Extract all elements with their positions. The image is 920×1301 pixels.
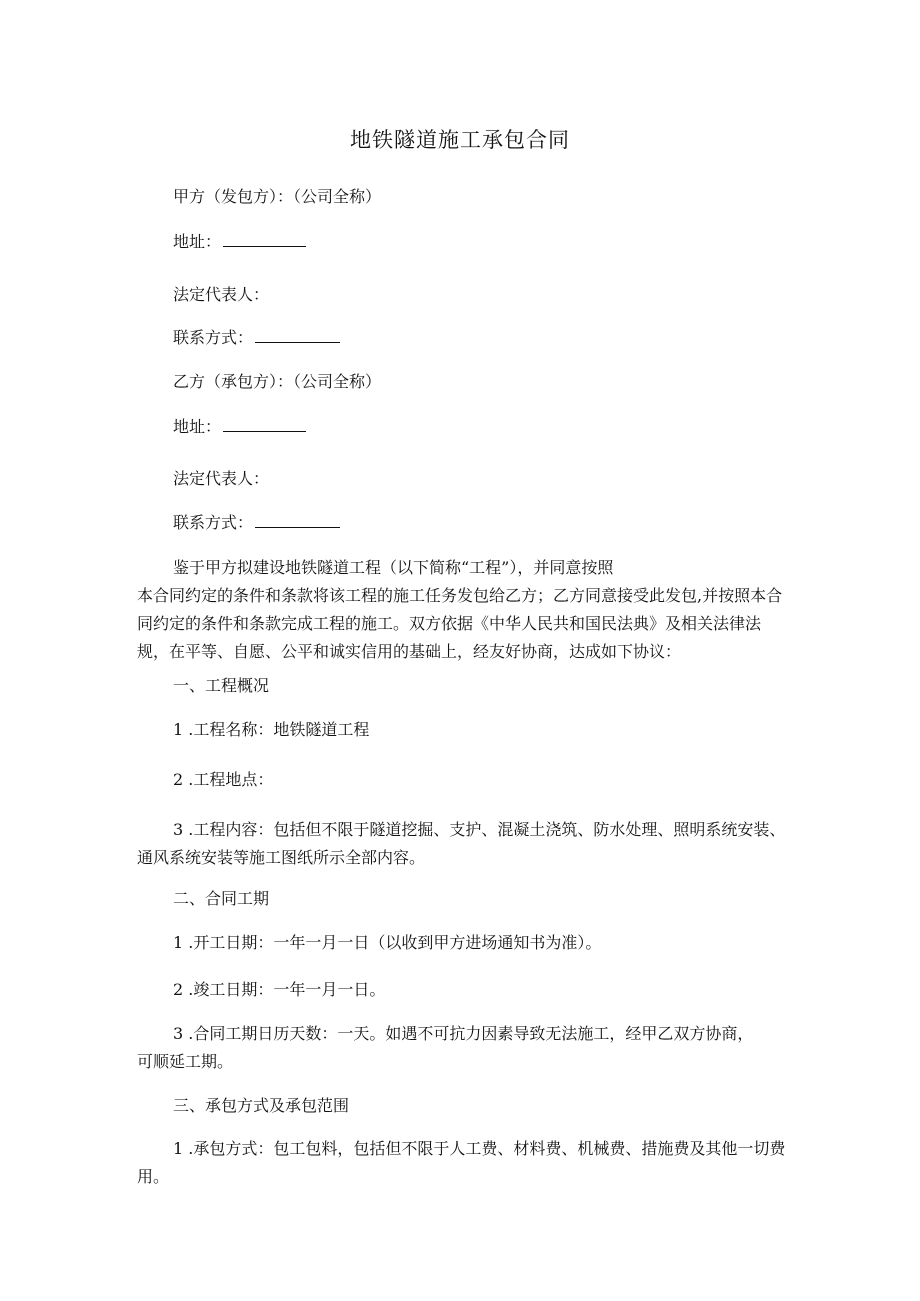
party-b-contact-label: 联系方式： — [173, 513, 254, 532]
party-b-address-blank — [223, 414, 306, 432]
party-b-rep: 法定代表人： — [173, 469, 270, 488]
party-a-rep: 法定代表人： — [173, 285, 270, 304]
preamble-first-line: 鉴于甲方拟建设地铁隧道工程（以下简称“工程”），并同意按照 — [173, 558, 614, 577]
party-a-address-blank — [223, 229, 306, 247]
party-a-heading: 甲方（发包方）：（公司全称） — [173, 187, 382, 206]
section3-item1: 1 .承包方式：包工包料，包括但不限于人工费、材料费、机械费、措施费及其他一切费用。 — [137, 1139, 786, 1186]
section1-item2: 2 .工程地点： — [173, 770, 274, 789]
party-a-contact-blank — [255, 325, 340, 343]
party-a-address-label: 地址： — [173, 232, 222, 251]
section2-heading: 二、合同工期 — [173, 889, 270, 908]
section1-item1: 1 .工程名称：地铁隧道工程 — [173, 720, 370, 739]
party-b-contact-blank — [255, 510, 340, 528]
section2-item3: 3 .合同工期日历天数：一天。如遇不可抗力因素导致无法施工，经甲乙双方协商，可顺延工期。 — [137, 1024, 754, 1071]
party-b-contact — [173, 510, 340, 536]
preamble-paragraph — [137, 554, 783, 666]
section2-item2: 2 .竣工日期：一年一月一日。 — [173, 980, 386, 999]
party-a-contact-label: 联系方式： — [173, 328, 254, 347]
section2-item1: 1 .开工日期：一年一月一日（以收到甲方进场通知书为准）。 — [173, 933, 602, 952]
party-b-address — [173, 414, 306, 440]
section1-heading: 一、工程概况 — [173, 676, 270, 695]
party-b-heading: 乙方（承包方）：（公司全称） — [173, 372, 382, 391]
party-b-address-label: 地址： — [173, 417, 222, 436]
section1-item3: 3 .工程内容：包括但不限于隧道挖掘、支护、混凝土浇筑、防水处理、照明系统安装、通风系统安装等施工图纸所示全部内容。 — [137, 820, 786, 867]
party-a-address — [173, 229, 306, 255]
preamble-body: 本合同约定的条件和条款将该工程的施工任务发包给乙方；乙方同意接受此发包,并按照本合同约定的条件和条款完成工程的施工。双方依据《中华人民共和国民法典》及相关法律法规，在平等、自愿、公平和诚实信用的基础上，经友好协商，达成如下协议： — [137, 586, 783, 661]
document-title: 地铁隧道施工承包合同 — [350, 128, 570, 152]
section3-heading: 三、承包方式及承包范围 — [173, 1096, 350, 1115]
party-a-contact — [173, 325, 340, 351]
